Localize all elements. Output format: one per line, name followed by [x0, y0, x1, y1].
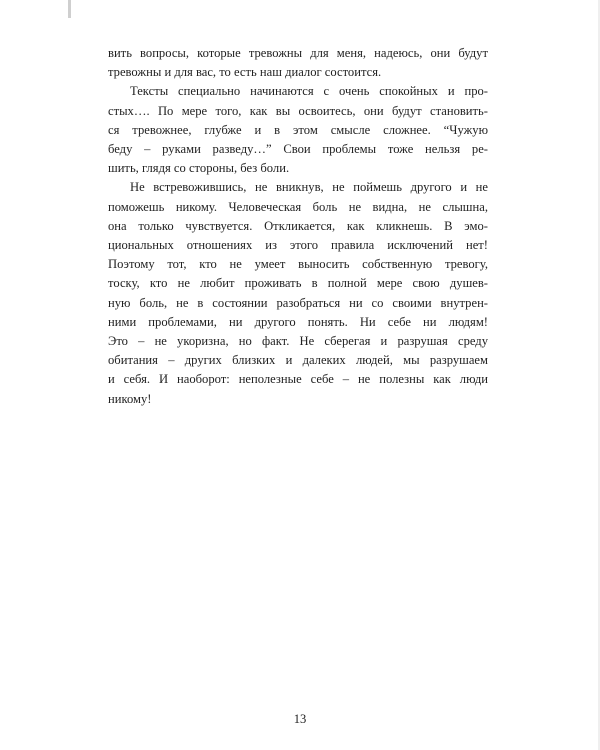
- text-line: Тексты специально начинаются с очень спокойных и про-: [130, 84, 488, 99]
- text-line: циональных отношениях из этого правила исключений нет!: [108, 238, 488, 253]
- text-line: и себя. И наоборот: неполезные себе – не полезны как люди: [108, 372, 488, 387]
- text-line: Не встревожившись, не вникнув, не поймешь другого и не: [130, 180, 488, 195]
- text-line: вить вопросы, которые тревожны для меня, надеюсь, они будут: [108, 46, 488, 60]
- text-line: обитания – других близких и далеких людей, мы разрушаем: [108, 353, 488, 368]
- text-line: стых…. По мере того, как вы освоитесь, они будут становить-: [108, 103, 488, 118]
- paragraph-2: [108, 82, 488, 178]
- paragraph-3: [108, 178, 488, 408]
- text-line: шить, глядя со стороны, без боли.: [108, 161, 290, 176]
- text-line: Поэтому тот, кто не умеет выносить собственную тревогу,: [108, 257, 488, 272]
- body-text: [108, 44, 488, 409]
- text-line: ную боль, не в состоянии разобраться ни со своими внутрен-: [108, 295, 488, 310]
- page-edge-shadow: [68, 0, 71, 18]
- paragraph-1: [108, 44, 488, 82]
- text-line: ними проблемами, ни другого понять. Ни себе ни людям!: [108, 314, 488, 329]
- text-line: беду – руками разведу…” Свои проблемы тоже нельзя ре-: [108, 142, 488, 157]
- text-line: ся тревожнее, глубже и в этом смысле сложнее. “Чужую: [108, 122, 488, 137]
- text-line: тоску, кто не любит проживать в полной мере свою душев-: [108, 276, 488, 291]
- text-line: Это – не укоризна, но факт. Не сберегая и разрушая среду: [108, 334, 488, 349]
- text-line: поможешь никому. Человеческая боль не видна, не слышна,: [108, 199, 488, 214]
- text-line: никому!: [108, 391, 152, 406]
- page-number: 13: [293, 712, 307, 726]
- text-line: она только чувствуется. Откликается, как кликнешь. В эмо-: [108, 218, 488, 233]
- text-line: тревожны и для вас, то есть наш диалог состоится.: [108, 65, 382, 80]
